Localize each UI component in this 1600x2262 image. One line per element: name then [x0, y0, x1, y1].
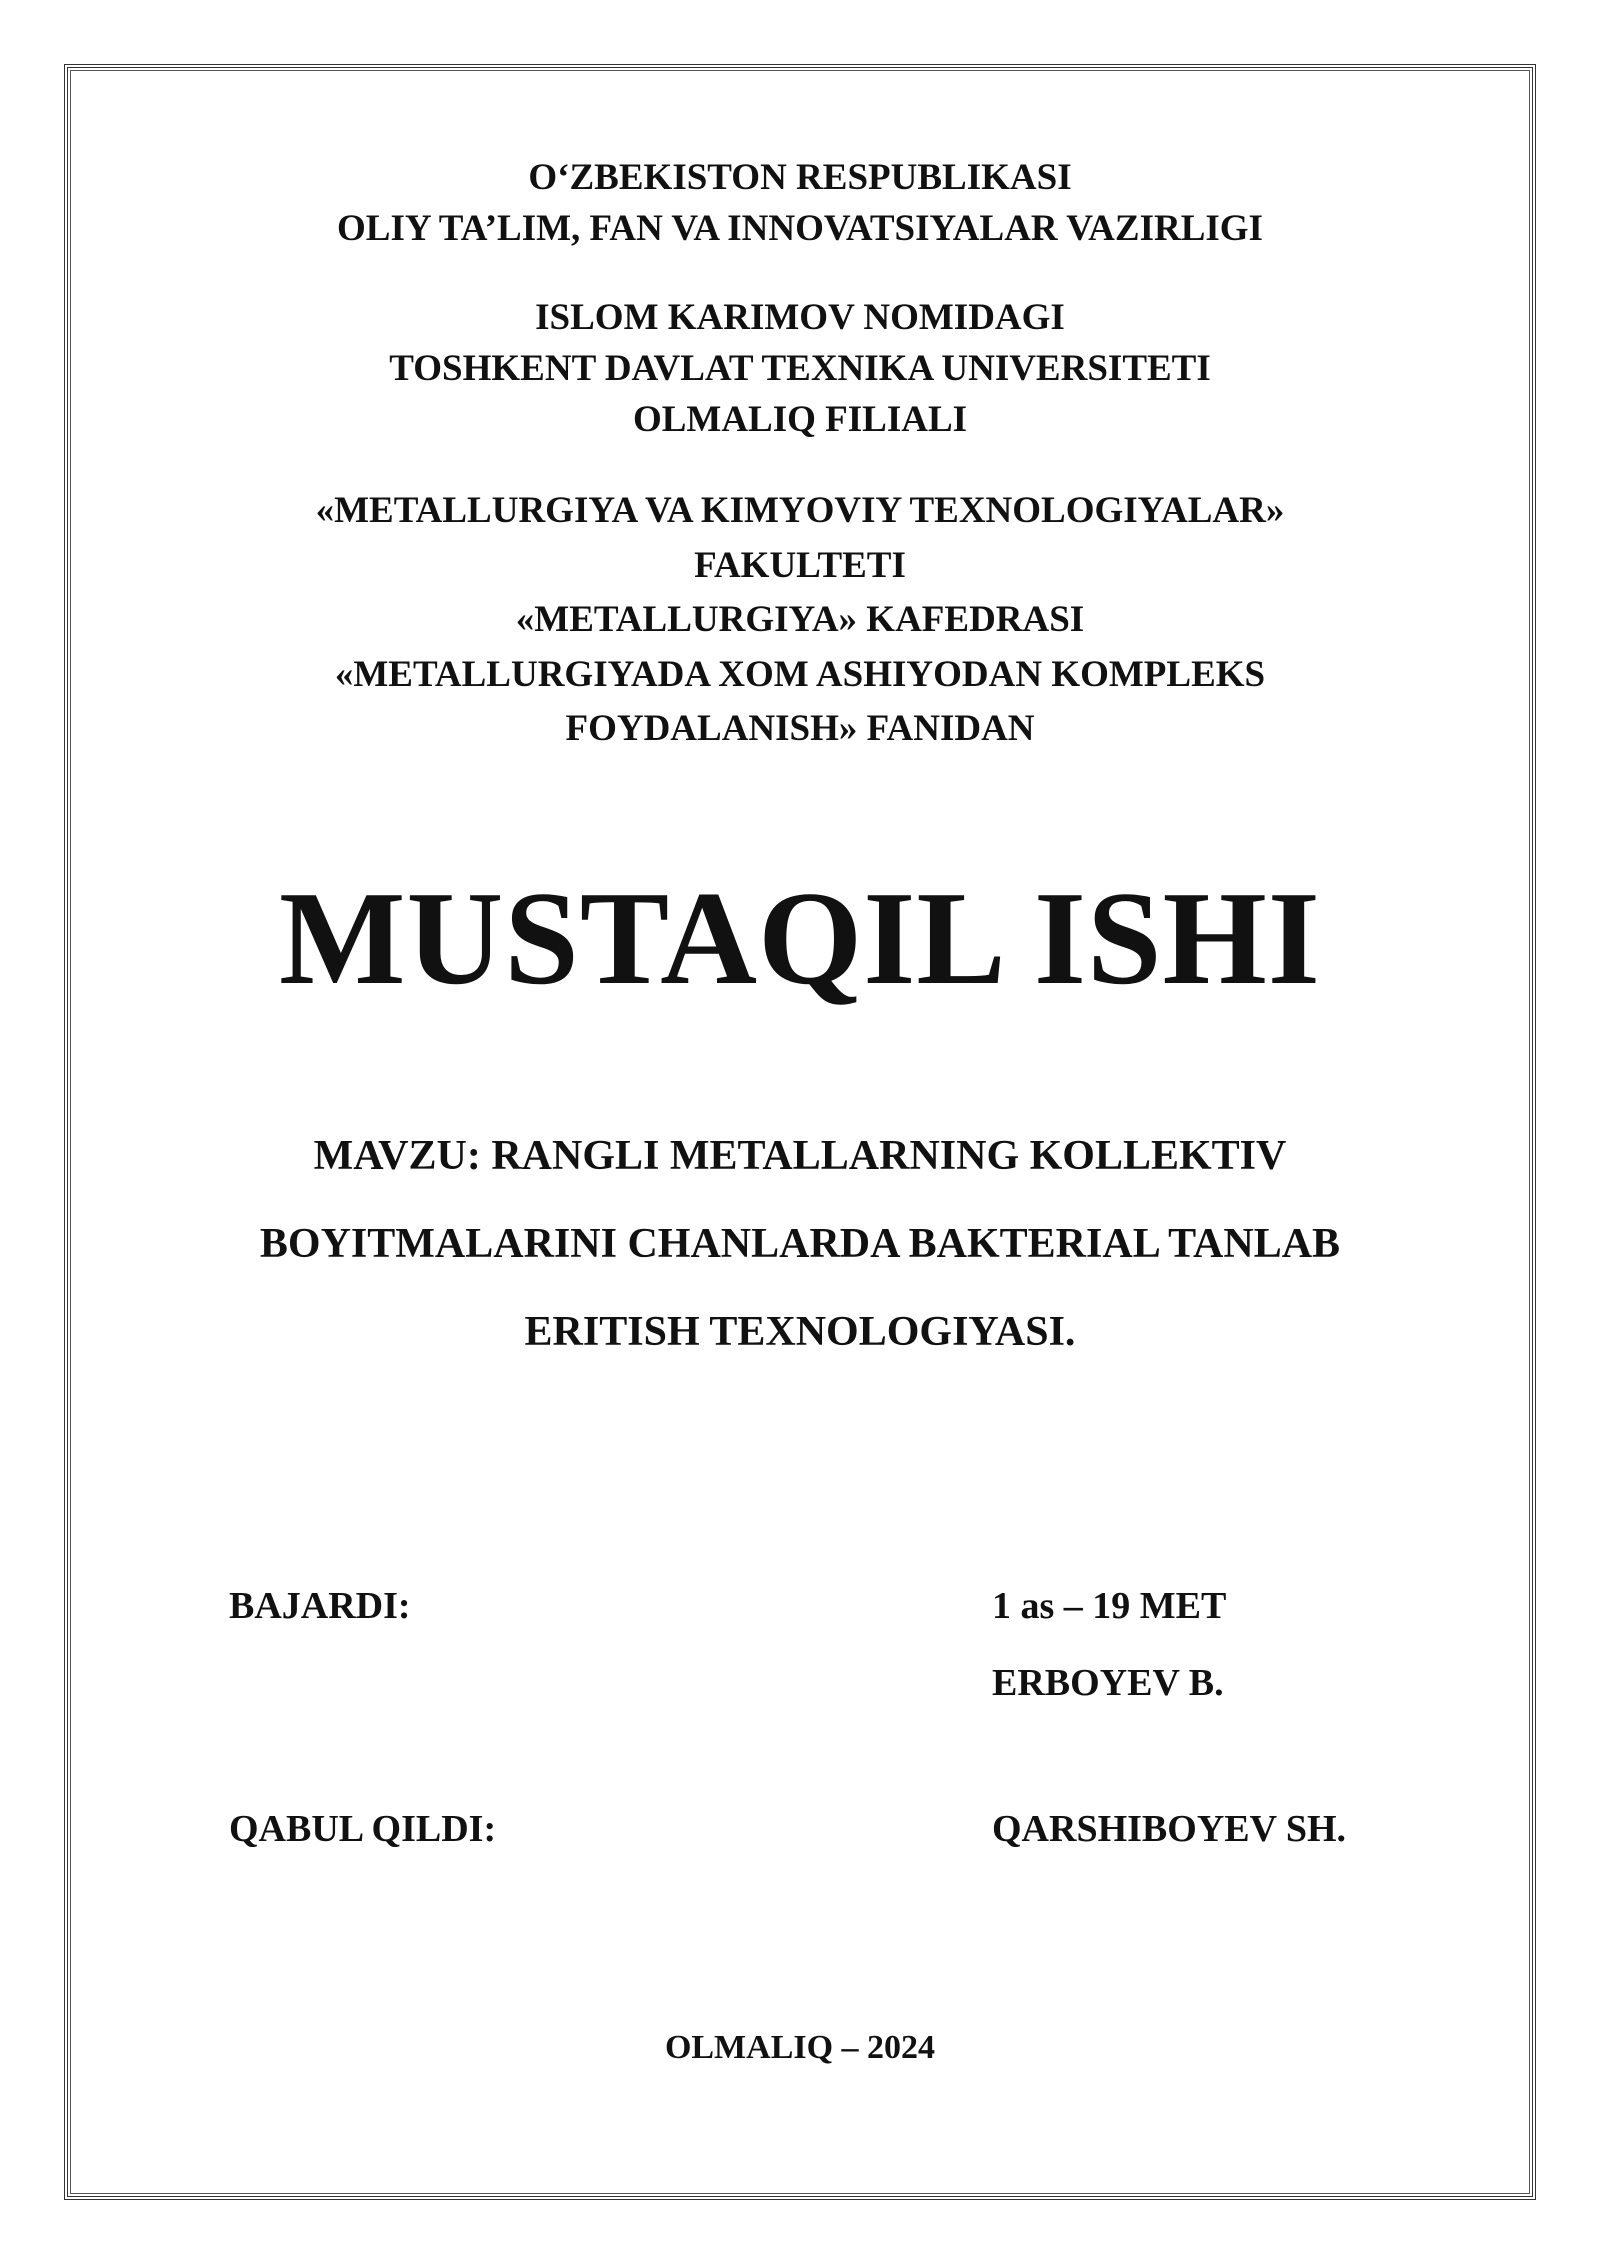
faculty-heading	[0, 484, 1600, 757]
republic-line: O‘ZBEKISTON RESPUBLIKASI	[528, 157, 1072, 198]
done-by-label: BAJARDI:	[229, 1585, 411, 1627]
university-heading	[0, 292, 1600, 445]
topic-heading	[0, 1112, 1600, 1376]
subject-line-2: FOYDALANISH» FANIDAN	[565, 708, 1035, 749]
topic-line-1: MAVZU: RANGLI METALLARNING KOLLEKTIV	[313, 1133, 1287, 1179]
document-title: MUSTAQIL ISHI	[279, 864, 1321, 1012]
branch-line: OLMALIQ FILIALI	[632, 399, 968, 440]
student-group: 1 as – 19 MET	[992, 1585, 1227, 1627]
city-year: OLMALIQ – 2024	[664, 2029, 936, 2066]
topic-line-3: ERITISH TEXNOLOGIYASI.	[524, 1309, 1076, 1355]
ministry-heading	[0, 152, 1600, 254]
teacher-name: QARSHIBOYEV SH.	[992, 1808, 1347, 1850]
accepted-by-label: QABUL QILDI:	[229, 1808, 497, 1850]
topic-line-2: BOYITMALARINI CHANLARDA BAKTERIAL TANLAB	[259, 1221, 1341, 1267]
department-line: «METALLURGIYA» KAFEDRASI	[515, 599, 1085, 640]
university-line-2: TOSHKENT DAVLAT TEXNIKA UNIVERSITETI	[389, 348, 1211, 389]
university-line-1: ISLOM KARIMOV NOMIDAGI	[535, 297, 1065, 338]
student-name: ERBOYEV B.	[992, 1662, 1224, 1704]
faculty-line-2: FAKULTETI	[694, 544, 906, 586]
faculty-line-1: «METALLURGIYA VA KIMYOVIY TEXNOLOGIYALAR»	[315, 490, 1285, 531]
ministry-line: OLIY TA’LIM, FAN VA INNOVATSIYALAR VAZIRLIGI	[337, 208, 1263, 249]
subject-line-1: «METALLURGIYADA XOM ASHIYODAN KOMPLEKS	[334, 653, 1266, 695]
